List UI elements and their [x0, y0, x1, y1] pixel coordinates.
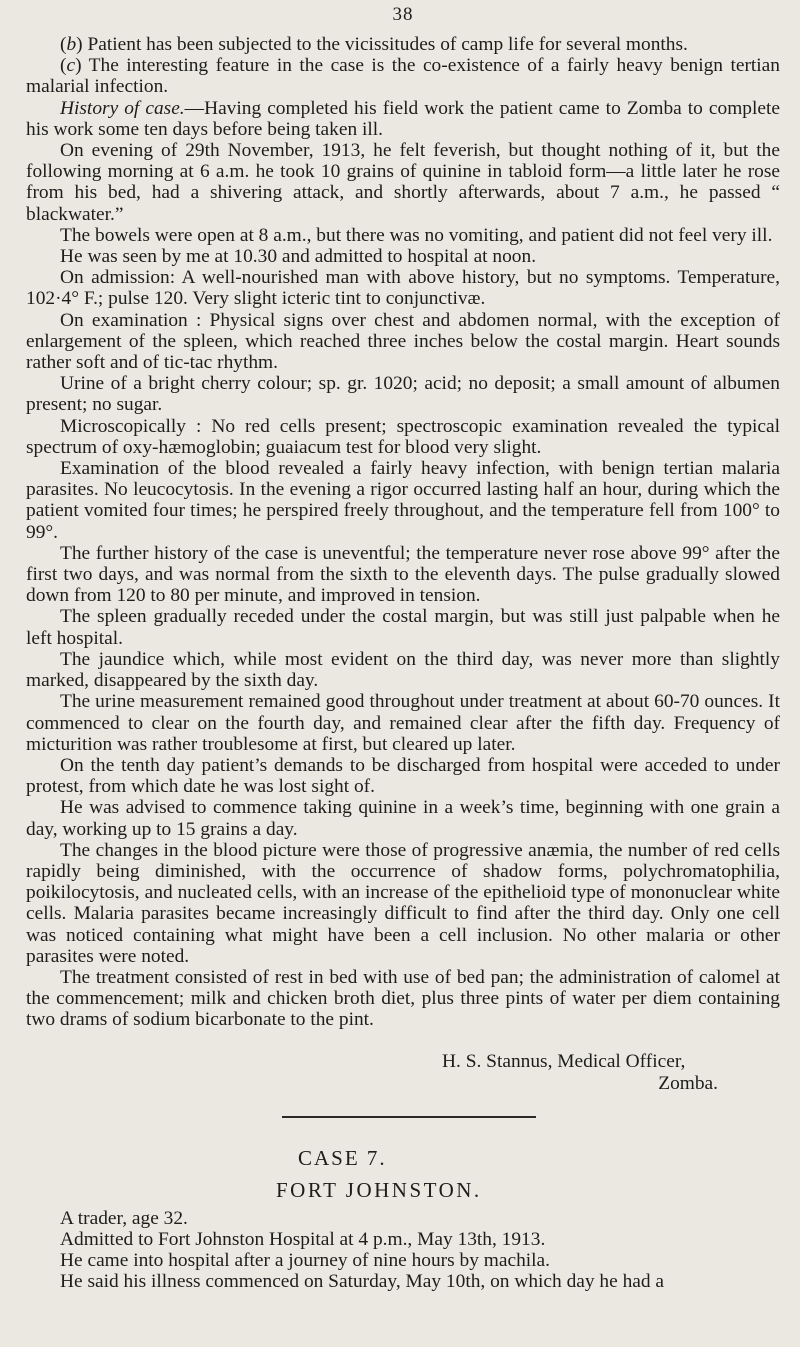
paragraph-text: —Having completed his field work the patient came to Zomba to complete his work some ten days before being taken ill. [26, 97, 780, 140]
paragraph-text: On examination : Physical signs over chest and abdomen normal, with the exception of enlargement of the spleen, which reached three inches below the costal margin. Heart sounds rather soft and of tic-tac rhythm. [26, 309, 780, 374]
paragraph [26, 543, 780, 607]
paragraph-text: The bowels were open at 8 a.m., but there was no vomiting, and patient did not feel very ill. [60, 224, 773, 246]
paragraph-text: On evening of 29th November, 1913, he felt feverish, but thought nothing of it, but the following morning at 6 a.m. he took 10 grains of quinine in tabloid form—a little later he rose from his bed, had a shivering attack, and shortly afterwards, about 7 a.m., he passed “ blackwater.” [26, 140, 780, 225]
paragraph-text: (b) Patient has been subjected to the vicissitudes of camp life for several months. [60, 34, 688, 55]
paragraph-text: Microscopically : No red cells present; spectroscopic examination revealed the typical spectrum of oxy-hæmoglobin; guaiacum test for blood very slight. [26, 415, 780, 458]
signature-block [26, 1051, 780, 1095]
enumerator-letter: b [66, 34, 77, 55]
paragraph-text: The further history of the case is uneventful; the temperature never rose above 99° after the first two days, and was normal from the sixth to the eleventh days. The pulse gradually slowed down from 120 to 80 per minute, and improved in tension. [26, 542, 780, 607]
paragraph-b [26, 34, 780, 55]
paragraph-text: He was advised to commence taking quinine in a week’s time, beginning with one grain a day, working up to 15 grains a day. [26, 797, 780, 840]
paragraph-text: On the tenth day patient’s demands to be discharged from hospital were acceded to under protest, from which date he was lost sight of. [26, 754, 780, 798]
case-line: He came into hospital after a journey of nine hours by machila. [60, 1249, 550, 1271]
signature-name: H. S. Stannus, Medical Officer, [442, 1050, 686, 1072]
paragraph [26, 755, 780, 797]
case-heading: CASE 7. [298, 1145, 387, 1170]
page-number: 38 [392, 4, 414, 25]
paragraph-text: (c) The interesting feature in the case is the co-existence of a fairly heavy benign tertian malarial infection. [26, 55, 780, 98]
paragraph [26, 691, 780, 755]
paragraph-text: He was seen by me at 10.30 and admitted to hospital at noon. [60, 246, 537, 268]
paragraph [26, 140, 780, 225]
case-body [26, 1208, 780, 1293]
paragraph-text: Urine of a bright cherry colour; sp. gr. 1020; acid; no deposit; a small amount of albumen present; no sugar. [26, 373, 780, 416]
case-line: A trader, age 32. [60, 1207, 188, 1229]
paragraph-lead: History of case. [60, 97, 185, 119]
paragraph-history [26, 98, 780, 140]
paragraph [26, 649, 780, 691]
paragraph [26, 840, 780, 967]
paragraph [26, 267, 780, 309]
case-line: Admitted to Fort Johnston Hospital at 4 p.m., May 13th, 1913. [60, 1228, 546, 1250]
paragraph [26, 310, 780, 374]
paragraph-text: On admission: A well-nourished man with above history, but no symptoms. Temperature, 102·4° F.; pulse 120. Very slight icteric tint to conjunctivæ. [26, 267, 780, 310]
paragraph [26, 246, 780, 267]
paragraph [26, 416, 780, 458]
section-divider [282, 1116, 536, 1118]
paragraph [26, 225, 780, 246]
paragraph-text: The urine measurement remained good throughout under treatment at about 60-70 ounces. It commenced to clear on the fourth day, and remained clear after the fifth day. Frequency of micturition was rather troublesome at first, but cleared up later. [26, 691, 780, 755]
paragraph [26, 373, 780, 415]
paragraph-text: The changes in the blood picture were those of progressive anæmia, the number of red cells rapidly being diminished, with the occurrence of shadow forms, polychromatophilia, poikilocytosis, and nucleated cells, with an increase of the epithelioid type of mononuclear white cells. Malaria parasites became increasingly difficult to find after the third day. Only one cell was noticed containing what might have been a cell inclusion. No other malaria or other parasites were noted. [26, 839, 780, 967]
case-place-heading: FORT JOHNSTON. [276, 1177, 482, 1202]
paragraph-text: The treatment consisted of rest in bed with use of bed pan; the administration of calomel at the commencement; milk and chicken broth diet, plus three pints of water per diem containing two drams of sodium bicarbonate to the pint. [26, 966, 780, 1031]
enumerator-letter: c [66, 55, 76, 77]
paragraph-c [26, 55, 780, 97]
paragraph [26, 458, 780, 543]
paragraph [26, 606, 780, 648]
paragraph [26, 967, 780, 1031]
signature-place: Zomba. [658, 1072, 718, 1094]
body-text [26, 34, 780, 1031]
case-line: He said his illness commenced on Saturday, May 10th, on which day he had a [60, 1271, 665, 1293]
paragraph-text: The jaundice which, while most evident on the third day, was never more than slightly marked, disappeared by the sixth day. [26, 648, 780, 692]
paragraph-text: Examination of the blood revealed a fairly heavy infection, with benign tertian malaria parasites. No leucocytosis. In the evening a rigor occurred lasting half an hour, during which the patient vomited four times; he perspired freely throughout, and the temperature fell from 100° to 99°. [26, 458, 780, 543]
paragraph [26, 797, 780, 839]
paragraph-text: The spleen gradually receded under the costal margin, but was still just palpable when he left hospital. [26, 606, 780, 649]
